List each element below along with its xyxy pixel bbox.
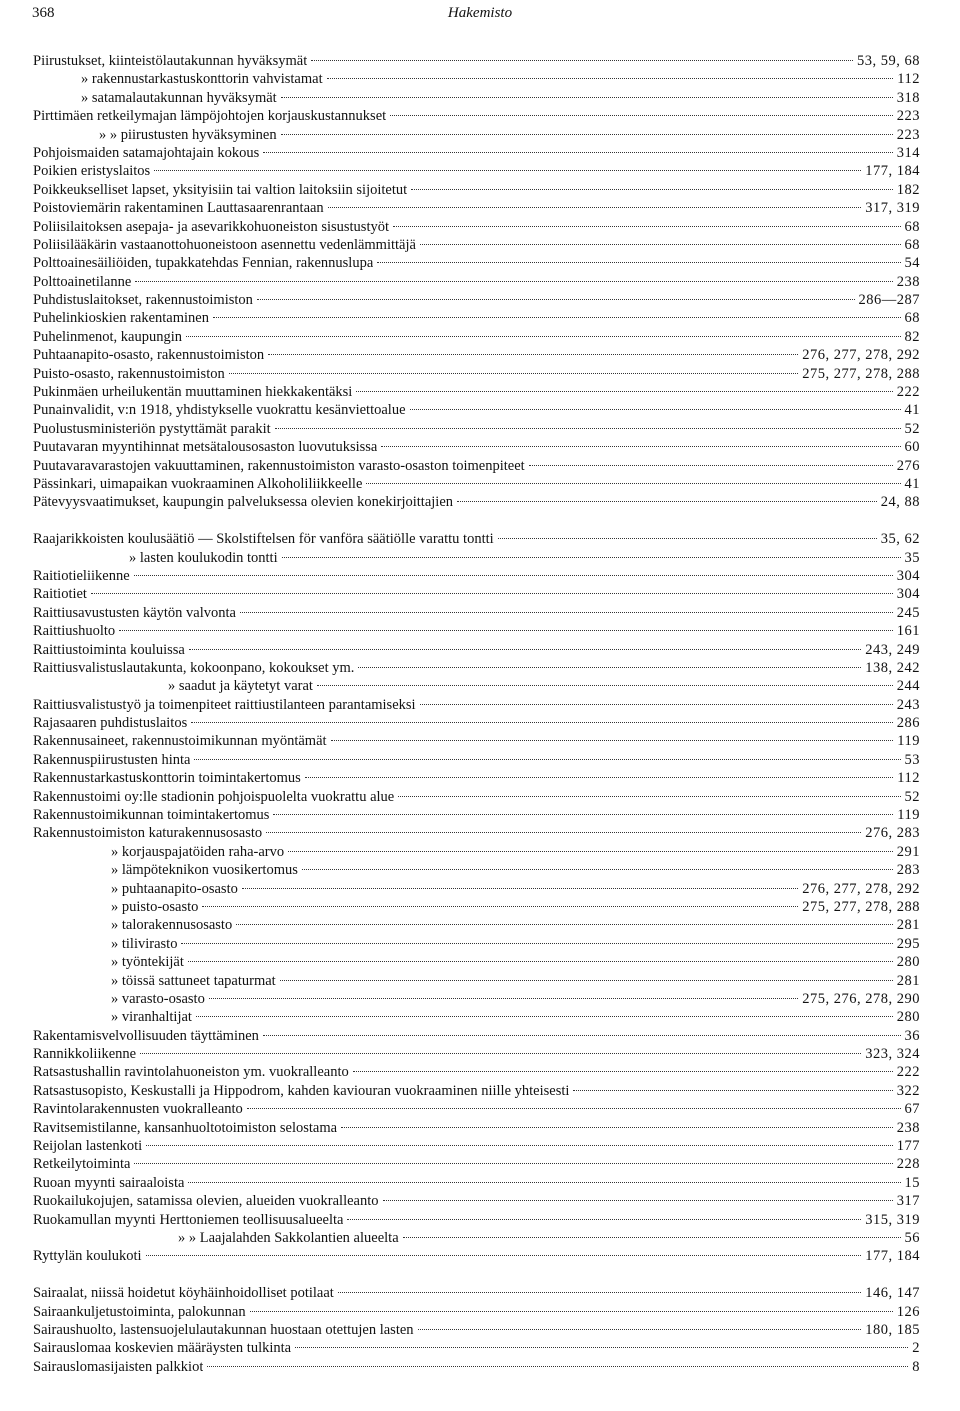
dot-leader: [202, 906, 798, 907]
dot-leader: [420, 704, 893, 705]
entry-pages: 54: [904, 255, 920, 272]
page-header: [0, 0, 960, 28]
index-entry: [33, 696, 920, 714]
entry-pages: 35, 62: [880, 531, 920, 548]
entry-text: Pukinmäen urheilukentän muuttaminen hiekkakentäksi: [33, 384, 353, 401]
index-entry: [33, 420, 920, 438]
dot-leader: [196, 1016, 893, 1017]
dot-leader: [383, 1200, 893, 1201]
entry-pages: 280: [896, 954, 920, 971]
index-entry: [33, 493, 920, 511]
entry-text: Punainvalidit, v:n 1918, yhdistykselle vuokrattu kesänviettoalue: [33, 402, 406, 419]
entry-pages: 318: [896, 89, 920, 106]
entry-text: Raitiotieliikenne: [33, 567, 130, 584]
dot-leader: [273, 814, 893, 815]
dot-leader: [181, 943, 892, 944]
index-entry: [33, 89, 920, 107]
entry-pages: 60: [904, 439, 920, 456]
entry-pages: 119: [897, 733, 920, 750]
index-entry: [33, 769, 920, 787]
index-entry: [33, 1082, 920, 1100]
entry-text: Rakennustoimi oy:lle stadionin pohjoispuolelta vuokrattu alue: [33, 788, 395, 805]
entry-text: Ravitsemistilanne, kansanhuoltotoimiston selostama: [33, 1119, 338, 1136]
entry-pages: 41: [904, 402, 920, 419]
dot-leader: [191, 722, 893, 723]
index-entry: [33, 52, 920, 70]
dot-leader: [358, 667, 861, 668]
index-entry: [33, 788, 920, 806]
dot-leader: [282, 557, 901, 558]
entry-pages: 177, 184: [865, 163, 920, 180]
dot-leader: [236, 924, 893, 925]
entry-text: Puutavaran myyntihinnat metsätalousosaston luovutuksissa: [33, 439, 378, 456]
index-entry: [33, 953, 920, 971]
dot-leader: [288, 851, 893, 852]
entry-text: Pätevyysvaatimukset, kaupungin palveluksessa olevien konekirjoittajien: [33, 494, 454, 511]
entry-text: Ruokamullan myynti Herttoniemen teollisuusalueelta: [33, 1211, 344, 1228]
entry-pages: 304: [896, 586, 920, 603]
entry-pages: 295: [896, 935, 920, 952]
index-entry: [33, 880, 920, 898]
entry-pages: 281: [896, 972, 920, 989]
entry-text: Poliisilaitoksen asepaja- ja asevarikkohuoneiston sisustustyöt: [33, 218, 390, 235]
entry-pages: 68: [904, 218, 920, 235]
index-entry: [33, 291, 920, 309]
index-entry: [33, 218, 920, 236]
index-entry: [33, 401, 920, 419]
dot-leader: [280, 980, 893, 981]
entry-text: Puolustusministeriön pystyttämät parakit: [33, 420, 271, 437]
index-entry: [33, 1100, 920, 1118]
dot-leader: [189, 649, 861, 650]
index-entry: [33, 438, 920, 456]
entry-pages: 276: [896, 457, 920, 474]
index-entry: [33, 604, 920, 622]
index-entry: [33, 732, 920, 750]
entry-pages: 82: [904, 328, 920, 345]
entry-pages: 36: [904, 1027, 920, 1044]
index-entry: [33, 365, 920, 383]
entry-text: Sairaushuolto, lastensuojelulautakunnan huostaan otettujen lasten: [33, 1321, 414, 1338]
entry-text: Retkeilytoiminta: [33, 1156, 131, 1173]
entry-pages: 52: [904, 420, 920, 437]
index-entry: [33, 935, 920, 953]
index-entry: [33, 383, 920, 401]
dot-leader: [305, 777, 893, 778]
entry-text: Rajasaaren puhdistuslaitos: [33, 715, 188, 732]
entry-text: Ratsastushallin ravintolahuoneiston ym. vuokralleanto: [33, 1064, 349, 1081]
dot-leader: [154, 170, 861, 171]
entry-pages: 2: [912, 1340, 920, 1357]
entry-text: Raittiusavustusten käytön valvonta: [33, 604, 236, 621]
entry-pages: 53: [904, 751, 920, 768]
entry-text: Raitiotiet: [33, 586, 87, 603]
index-entry: [33, 824, 920, 842]
entry-pages: 291: [896, 843, 920, 860]
entry-pages: 304: [896, 567, 920, 584]
entry-pages: 112: [897, 71, 920, 88]
entry-text: Poliisilääkärin vastaanottohuoneistoon asennettu vedenlämmittäjä: [33, 236, 416, 253]
index-entry: [33, 530, 920, 548]
entry-pages: 56: [904, 1230, 920, 1246]
dot-leader: [146, 1145, 893, 1146]
page-number: 368: [32, 5, 55, 21]
entry-text: » varasto-osasto: [111, 990, 205, 1007]
index-entry: [33, 898, 920, 916]
index-entry: [33, 843, 920, 861]
dot-leader: [403, 1237, 901, 1238]
dot-leader: [207, 1366, 908, 1367]
entry-text: Raittiusvalistuslautakunta, kokoonpano, kokoukset ym.: [33, 659, 355, 676]
entry-pages: 283: [896, 862, 920, 879]
index-entry: [33, 273, 920, 291]
entry-text: Raittiustoiminta kouluissa: [33, 641, 185, 658]
entry-text: Ratsastusopisto, Keskustalli ja Hippodrom, kahden kaviouran vuokraaminen niille yhteisesti: [33, 1082, 570, 1099]
section-gap: [33, 512, 920, 530]
entry-text: » satamalautakunnan hyväksymät: [81, 89, 277, 106]
dot-leader: [411, 189, 893, 190]
index-entry: [33, 1174, 920, 1192]
entry-pages: 228: [896, 1156, 920, 1173]
index-list: [33, 52, 920, 1376]
entry-text: Ruoan myynti sairaaloista: [33, 1174, 185, 1191]
entry-text: Polttoainetilanne: [33, 273, 132, 290]
entry-pages: 244: [896, 678, 920, 695]
dot-leader: [240, 612, 893, 613]
dot-leader: [529, 465, 893, 466]
dot-leader: [140, 1053, 861, 1054]
dot-leader: [338, 1292, 861, 1293]
index-entry: [33, 1119, 920, 1137]
dot-leader: [134, 575, 893, 576]
index-entry: [33, 1303, 920, 1321]
index-entry: [33, 1045, 920, 1063]
entry-text: » puisto-osasto: [111, 898, 199, 915]
entry-text: Sairaankuljetustoiminta, palokunnan: [33, 1303, 246, 1320]
index-entry: [33, 254, 920, 272]
entry-text: Rakennustarkastuskonttorin toimintakertomus: [33, 770, 301, 787]
index-entry: [33, 641, 920, 659]
dot-leader: [250, 1311, 893, 1312]
entry-text: Puhtaanapito-osasto, rakennustoimiston: [33, 347, 265, 364]
entry-text: Puhelinmenot, kaupungin: [33, 328, 183, 345]
dot-leader: [266, 832, 861, 833]
entry-text: Puhelinkioskien rakentaminen: [33, 310, 209, 327]
entry-text: Rakentamisvelvollisuuden täyttäminen: [33, 1027, 259, 1044]
running-title: Hakemisto: [447, 5, 513, 21]
entry-pages: 68: [904, 236, 920, 253]
entry-pages: 286—287: [858, 292, 920, 309]
entry-pages: 180, 185: [865, 1321, 920, 1338]
entry-pages: 52: [904, 788, 920, 805]
index-entry: [33, 144, 920, 162]
dot-leader: [257, 299, 855, 300]
entry-text: Sairauslomaa koskevien määräysten tulkinta: [33, 1340, 292, 1357]
entry-text: Rakennusaineet, rakennustoimikunnan myöntämät: [33, 733, 327, 750]
entry-text: » tilivirasto: [111, 935, 178, 952]
index-entry: [33, 751, 920, 769]
entry-text: » saadut ja käytetyt varat: [168, 678, 313, 695]
entry-text: Rakennustoimiston katurakennusosasto: [33, 825, 263, 842]
index-entry: [33, 199, 920, 217]
entry-pages: 146, 147: [865, 1285, 920, 1302]
entry-text: Raittiusvalistustyö ja toimenpiteet raittiustilanteen parantamiseksi: [33, 696, 416, 713]
entry-pages: 68: [904, 310, 920, 327]
entry-pages: 238: [896, 1119, 920, 1136]
entry-text: Poikien eristyslaitos: [33, 163, 151, 180]
index-entry: [33, 806, 920, 824]
entry-pages: 177, 184: [865, 1248, 920, 1265]
dot-leader: [393, 226, 900, 227]
dot-leader: [134, 1163, 892, 1164]
index-entry: [33, 162, 920, 180]
entry-pages: 281: [896, 917, 920, 934]
entry-pages: 245: [896, 604, 920, 621]
index-entry: [33, 677, 920, 695]
dot-leader: [420, 244, 901, 245]
index-entry: [33, 107, 920, 125]
index-entry: [33, 622, 920, 640]
entry-text: » lasten koulukodin tontti: [129, 549, 278, 566]
index-entry: [33, 714, 920, 732]
index-entry: [33, 585, 920, 603]
dot-leader: [188, 1182, 900, 1183]
entry-pages: 177: [896, 1138, 920, 1155]
entry-pages: 222: [896, 1064, 920, 1081]
entry-pages: 276, 283: [865, 825, 920, 842]
dot-leader: [341, 1127, 893, 1128]
entry-pages: 41: [904, 475, 920, 492]
dot-leader: [418, 1329, 862, 1330]
entry-text: Pässinkari, uimapaikan vuokraaminen Alkoholiliikkeelle: [33, 475, 363, 492]
dot-leader: [327, 78, 894, 79]
index-entry: [33, 972, 920, 990]
index-entry: [33, 1137, 920, 1155]
entry-pages: 222: [896, 384, 920, 401]
entry-pages: 315, 319: [865, 1211, 920, 1228]
entry-pages: 317: [896, 1193, 920, 1210]
dot-leader: [263, 1035, 901, 1036]
dot-leader: [275, 428, 901, 429]
dot-leader: [311, 60, 853, 61]
entry-pages: 112: [897, 770, 920, 787]
entry-pages: 223: [896, 108, 920, 125]
index-entry: [33, 990, 920, 1008]
section-gap: [33, 1266, 920, 1284]
dot-leader: [188, 961, 893, 962]
entry-text: Puhdistuslaitokset, rakennustoimiston: [33, 292, 253, 309]
entry-pages: 223: [896, 126, 920, 143]
index-entry: [33, 549, 920, 567]
entry-pages: 53, 59, 68: [857, 53, 920, 69]
dot-leader: [281, 134, 893, 135]
entry-text: Piirustukset, kiinteistölautakunnan hyväksymät: [33, 53, 308, 69]
entry-text: » puhtaanapito-osasto: [111, 880, 238, 897]
entry-pages: 8: [912, 1358, 920, 1375]
index-entry: [33, 1358, 920, 1376]
entry-pages: 138, 242: [865, 659, 920, 676]
dot-leader: [347, 1219, 861, 1220]
index-entry: [33, 1321, 920, 1339]
entry-text: Puisto-osasto, rakennustoimiston: [33, 365, 225, 382]
index-entry: [33, 457, 920, 475]
dot-leader: [302, 869, 893, 870]
dot-leader: [573, 1090, 892, 1091]
entry-text: » korjauspajatöiden raha-arvo: [111, 843, 285, 860]
entry-text: Rakennustoimikunnan toimintakertomus: [33, 807, 270, 824]
index-entry: [33, 236, 920, 254]
dot-leader: [317, 685, 893, 686]
entry-pages: 314: [896, 144, 920, 161]
entry-text: Ruokailukojujen, satamissa olevien, alueiden vuokralleanto: [33, 1193, 379, 1210]
index-entry: [33, 181, 920, 199]
entry-text: » » Laajalahden Sakkolantien alueelta: [178, 1230, 399, 1246]
entry-text: Sairauslomasijaisten palkkiot: [33, 1358, 204, 1375]
dot-leader: [263, 152, 892, 153]
entry-pages: 275, 277, 278, 288: [802, 365, 920, 382]
dot-leader: [331, 740, 894, 741]
entry-text: Ryttylän koulukoti: [33, 1248, 142, 1265]
dot-leader: [209, 998, 798, 999]
dot-leader: [390, 115, 893, 116]
entry-pages: 67: [904, 1101, 920, 1118]
index-entry: [33, 1192, 920, 1210]
entry-text: » työntekijät: [111, 954, 184, 971]
dot-leader: [135, 281, 892, 282]
dot-leader: [398, 796, 900, 797]
index-entry: [33, 475, 920, 493]
dot-leader: [381, 446, 900, 447]
entry-text: Raajarikkoisten koulusäätiö — Skolstiftelsen för vanföra säätiölle varattu tontti: [33, 531, 494, 548]
index-entry: [33, 1229, 920, 1247]
index-entry: [33, 1008, 920, 1026]
dot-leader: [229, 373, 799, 374]
entry-text: Polttoainesäiliöiden, tupakkatehdas Fennian, rakennuslupa: [33, 255, 374, 272]
dot-leader: [194, 759, 900, 760]
dot-leader: [146, 1255, 862, 1256]
entry-text: » rakennustarkastuskonttorin vahvistamat: [81, 71, 323, 88]
entry-pages: 286: [896, 715, 920, 732]
entry-pages: 243: [896, 696, 920, 713]
dot-leader: [328, 207, 862, 208]
dot-leader: [295, 1347, 908, 1348]
dot-leader: [186, 336, 900, 337]
dot-leader: [498, 538, 877, 539]
entry-text: Sairaalat, niissä hoidetut köyhäinhoidolliset potilaat: [33, 1285, 334, 1302]
entry-text: » töissä sattuneet tapaturmat: [111, 972, 276, 989]
dot-leader: [457, 501, 877, 502]
entry-text: Puutavaravarastojen vakuuttaminen, rakennustoimiston varasto-osaston toimenpiteet: [33, 457, 525, 474]
entry-text: Poistoviemärin rakentaminen Lauttasaarenrantaan: [33, 200, 324, 217]
entry-pages: 323, 324: [865, 1046, 920, 1063]
entry-pages: 15: [904, 1174, 920, 1191]
entry-pages: 317, 319: [865, 200, 920, 217]
entry-text: » » piirustusten hyväksyminen: [99, 126, 277, 143]
dot-leader: [247, 1108, 901, 1109]
index-entry: [33, 861, 920, 879]
entry-text: » viranhaltijat: [111, 1009, 192, 1026]
entry-pages: 276, 277, 278, 292: [802, 347, 920, 364]
entry-pages: 280: [896, 1009, 920, 1026]
index-entry: [33, 346, 920, 364]
entry-pages: 126: [896, 1303, 920, 1320]
dot-leader: [281, 97, 893, 98]
entry-text: Ravintolarakennusten vuokralleanto: [33, 1101, 243, 1118]
entry-text: Rakennuspiirustusten hinta: [33, 751, 191, 768]
dot-leader: [377, 262, 900, 263]
index-entry: [33, 1247, 920, 1265]
entry-pages: 276, 277, 278, 292: [802, 880, 920, 897]
dot-leader: [213, 317, 901, 318]
entry-pages: 243, 249: [865, 641, 920, 658]
index-entry: [33, 1027, 920, 1045]
entry-pages: 161: [896, 623, 920, 640]
dot-leader: [91, 593, 893, 594]
entry-text: Raittiushuolto: [33, 623, 116, 640]
entry-text: Rannikkoliikenne: [33, 1046, 137, 1063]
index-entry: [33, 916, 920, 934]
dot-leader: [410, 409, 901, 410]
entry-pages: 322: [896, 1082, 920, 1099]
index-entry: [33, 126, 920, 144]
entry-pages: 24, 88: [880, 494, 920, 511]
dot-leader: [242, 888, 798, 889]
index-entry: [33, 328, 920, 346]
dot-leader: [353, 1071, 893, 1072]
entry-pages: 275, 276, 278, 290: [802, 990, 920, 1007]
entry-text: » lämpöteknikon vuosikertomus: [111, 862, 298, 879]
entry-pages: 275, 277, 278, 288: [802, 898, 920, 915]
index-entry: [33, 1339, 920, 1357]
entry-pages: 35: [904, 549, 920, 566]
entry-pages: 182: [896, 181, 920, 198]
index-entry: [33, 567, 920, 585]
entry-pages: 119: [897, 807, 920, 824]
dot-leader: [356, 391, 892, 392]
entry-text: Pirttimäen retkeilymajan lämpöjohtojen korjauskustannukset: [33, 108, 387, 125]
index-entry: [33, 1063, 920, 1081]
entry-pages: 238: [896, 273, 920, 290]
dot-leader: [119, 630, 893, 631]
index-entry: [33, 70, 920, 88]
index-entry: [33, 1284, 920, 1302]
dot-leader: [366, 483, 900, 484]
entry-text: » talorakennusosasto: [111, 917, 233, 934]
index-entry: [33, 659, 920, 677]
index-entry: [33, 1211, 920, 1229]
dot-leader: [268, 354, 798, 355]
index-entry: [33, 309, 920, 327]
entry-text: Poikkeukselliset lapset, yksityisiin tai valtion laitoksiin sijoitetut: [33, 181, 408, 198]
entry-text: Pohjoismaiden satamajohtajain kokous: [33, 144, 260, 161]
index-entry: [33, 1155, 920, 1173]
entry-text: Reijolan lastenkoti: [33, 1138, 143, 1155]
